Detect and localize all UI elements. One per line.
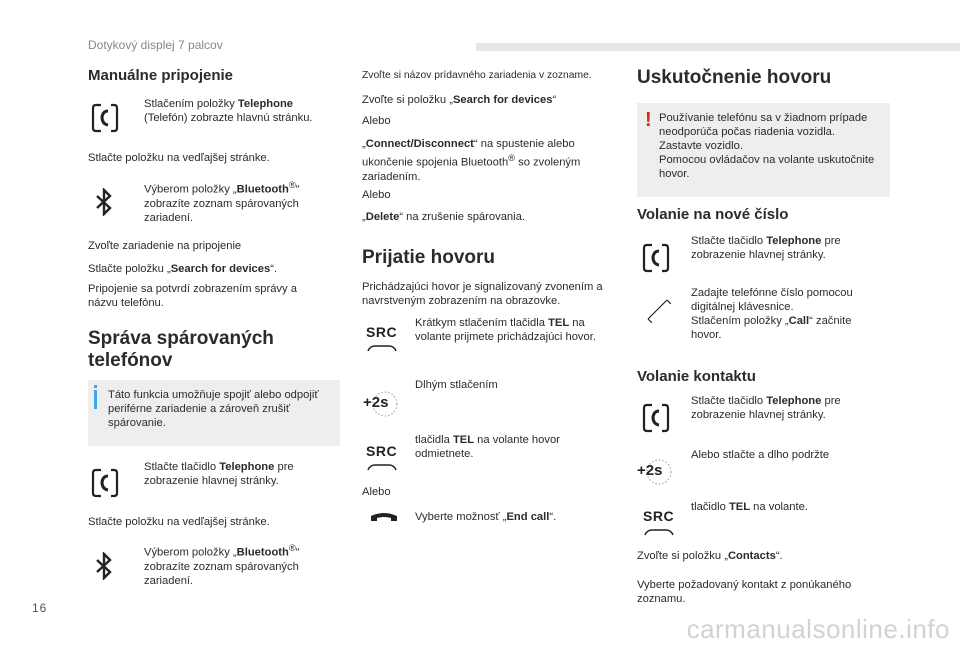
contact-step-telephone: Stlačte tlačidlo Telephone pre zobrazenie hlavnej stránky.	[691, 395, 841, 421]
paired-phones-heading: Správa spárovaných telefónov	[88, 328, 274, 371]
manual-step-bluetooth: Výberom položky „Bluetooth®“ zobrazíte zoznam spárovaných zariadení.	[144, 180, 300, 224]
paired-side-page-text: Stlačte položku na vedľajšej stránke.	[88, 516, 270, 528]
info-icon-dot	[94, 385, 97, 388]
info-text: Táto funkcia umožňuje spojiť alebo odpojiť periférne zariadenie a zároveň zrušiť spárovanie.	[108, 389, 319, 429]
reject-call-text: tlačidla TEL na volante hovor odmietnete.	[415, 434, 560, 460]
end-call-icon	[368, 510, 400, 529]
receive-call-heading: Prijatie hovoru	[362, 247, 496, 268]
contact-tel-text: tlačidlo TEL na volante.	[691, 501, 808, 513]
choose-device-name: Zvoľte si názov prídavného zariadenia v zozname.	[362, 70, 592, 81]
manual-connection-heading: Manuálne pripojenie	[88, 67, 234, 84]
delete-text: „Delete“ na zrušenie spárovania.	[362, 211, 525, 223]
src-button-icon: SRC	[366, 324, 400, 358]
paired-step-bluetooth: Výberom položky „Bluetooth®“ zobrazíte zoznam spárovaných zariadení.	[144, 543, 300, 587]
new-number-step-keypad: Zadajte telefónne číslo pomocou digitálnej klávesnice. Stlačením položky „Call“ začnite hovor.	[691, 287, 853, 341]
phone-icon	[90, 468, 120, 503]
bluetooth-icon	[94, 552, 114, 585]
info-icon	[94, 390, 97, 409]
bluetooth-icon	[94, 188, 114, 221]
page-number: 16	[32, 601, 48, 615]
phone-icon	[641, 403, 671, 438]
alebo-text: Alebo	[362, 486, 391, 498]
long-press-text: Dlhým stlačením	[415, 379, 498, 391]
manual-confirmation: Pripojenie sa potvrdí zobrazením správy a názvu telefónu.	[88, 283, 297, 309]
call-contact-heading: Volanie kontaktu	[637, 368, 756, 385]
short-press-answer: Krátkym stlačením tlačidla TEL na volante prijmete prichádzajúci hovor.	[415, 317, 596, 343]
warning-box	[637, 103, 890, 197]
connect-disconnect-text: „Connect/Disconnect“ na spustenie alebo ukončenie spojenia Bluetooth® so zvoleným zariadením.	[362, 138, 581, 183]
alebo-text: Alebo	[362, 189, 391, 201]
choose-search-devices: Zvoľte si položku „Search for devices“	[362, 94, 557, 106]
page-header: Dotykový displej 7 palcov	[88, 38, 223, 52]
manual-choose-device: Zvoľte zariadenie na pripojenie	[88, 240, 242, 252]
new-number-heading: Volanie na nové číslo	[637, 206, 789, 223]
info-box	[88, 380, 340, 446]
src-button-icon: SRC	[366, 443, 400, 477]
choose-contact-text: Vyberte požadovaný kontakt z ponúkaného zoznamu.	[637, 579, 852, 605]
hold-2s-icon: +2s	[363, 390, 403, 423]
contact-long-press: Alebo stlačte a dlho podržte	[691, 449, 830, 461]
handset-icon	[645, 297, 671, 328]
paired-step-telephone: Stlačte tlačidlo Telephone pre zobrazenie hlavnej stránky.	[144, 461, 294, 487]
incoming-call-text: Prichádzajúci hovor je signalizovaný zvonením a navrstveným zobrazením na obrazovke.	[362, 281, 603, 307]
phone-icon	[90, 103, 120, 138]
manual-search-devices: Stlačte položku „Search for devices“.	[88, 263, 278, 275]
watermark: carmanualsonline.info	[686, 614, 950, 644]
header-bar	[476, 43, 960, 51]
make-call-heading: Uskutočnenie hovoru	[637, 67, 832, 88]
manual-side-page-text: Stlačte položku na vedľajšej stránke.	[88, 152, 270, 164]
src-button-icon: SRC	[643, 508, 677, 542]
alebo-text: Alebo	[362, 115, 391, 127]
manual-step-telephone: Stlačením položky Telephone (Telefón) zobrazte hlavnú stránku.	[144, 98, 313, 124]
end-call-text: Vyberte možnosť „End call“.	[415, 511, 557, 523]
new-number-step-telephone: Stlačte tlačidlo Telephone pre zobrazenie hlavnej stránky.	[691, 235, 841, 261]
warning-icon: !	[645, 109, 652, 131]
phone-icon	[641, 243, 671, 278]
choose-contacts-text: Zvoľte si položku „Contacts“.	[637, 550, 783, 562]
warning-text: Používanie telefónu sa v žiadnom prípade neodporúča počas riadenia vozidla. Zastavte vozidlo. Pomocou ovládačov na volante uskutočnite hovor.	[659, 112, 875, 180]
hold-2s-icon: +2s	[637, 458, 677, 491]
